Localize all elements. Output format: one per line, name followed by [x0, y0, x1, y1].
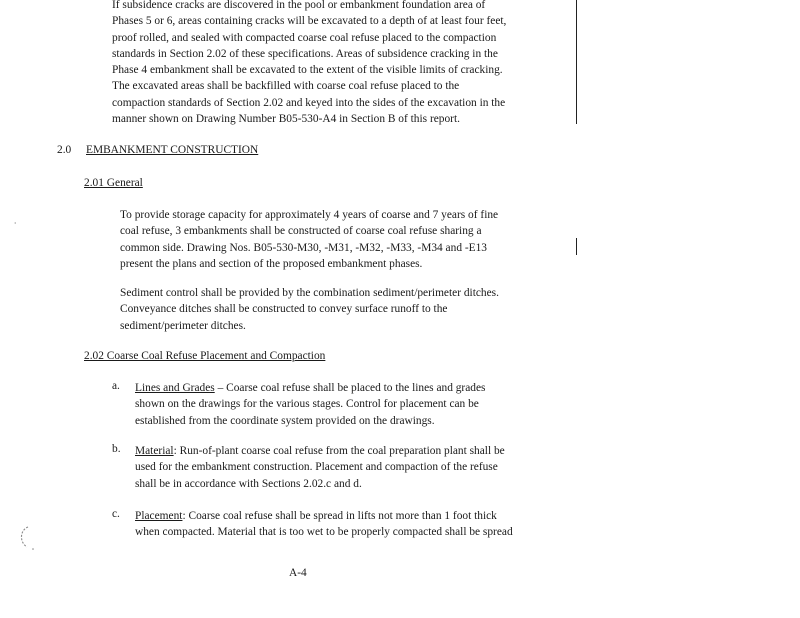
subsection-heading-general: 2.01 General [84, 177, 143, 189]
placement-item [135, 443, 505, 492]
item-letter: b. [112, 443, 121, 455]
item-title: Lines and Grades [135, 382, 215, 394]
revision-bar-middle [576, 238, 577, 255]
text-line: The excavated areas shall be backfilled with coarse coal refuse placed to the [112, 80, 460, 93]
text-line: If subsidence cracks are discovered in the pool or embankment foundation area of [112, 0, 486, 11]
page-number: A-4 [289, 567, 307, 579]
item-first-line [135, 443, 505, 459]
text-line: Sediment control shall be provided by the combination sediment/perimeter ditches. [120, 287, 499, 299]
placement-item [135, 508, 513, 541]
item-first-line [135, 380, 485, 396]
text-line: coal refuse, 3 embankments shall be constructed of coarse coal refuse sharing a [120, 225, 482, 238]
text-line: compaction standards of Section 2.02 and keyed into the sides of the excavation in the [112, 96, 506, 109]
section-title: EMBANKMENT CONSTRUCTION [86, 144, 259, 156]
text-line: used for the embankment construction. Placement and compaction of the refuse [135, 461, 498, 474]
text-line: Phases 5 or 6, areas containing cracks will be excavated to a depth of at least four feet, [112, 15, 507, 28]
text-line: proof rolled, and sealed with compacted coarse coal refuse placed to the compaction [112, 31, 497, 44]
subsection-heading-placement: 2.02 Coarse Coal Refuse Placement and Compaction [84, 350, 326, 362]
scan-artifact-arc [16, 524, 38, 552]
text-line: Phase 4 embankment shall be excavated to the extent of the visible limits of cracking. [112, 64, 503, 77]
general-paragraph-2 [120, 285, 499, 334]
text-line: shown on the drawings for the various stages. Control for placement can be [135, 398, 479, 411]
item-first-text: : Coarse coal refuse shall be spread in lifts not more than 1 foot thick [182, 510, 497, 522]
placement-item [135, 380, 485, 429]
text-line: established from the coordinate system provided on the drawings. [135, 414, 435, 427]
text-line: present the plans and section of the proposed embankment phases. [120, 257, 423, 270]
item-title: Material [135, 445, 174, 457]
item-first-line [135, 508, 513, 524]
item-first-text: – Coarse coal refuse shall be placed to the lines and grades [214, 382, 486, 394]
scan-artifact-mark: ⸳ [14, 218, 17, 228]
text-line: To provide storage capacity for approximately 4 years of coarse and 7 years of fine [120, 209, 499, 221]
item-letter: a. [112, 380, 120, 392]
text-line: shall be in accordance with Sections 2.02.c and d. [135, 477, 362, 490]
text-line: standards in Section 2.02 of these specifications. Areas of subsidence cracking in the [112, 47, 498, 60]
item-letter: c. [112, 508, 120, 520]
text-line: manner shown on Drawing Number B05-530-A4 in Section B of this report. [112, 113, 460, 126]
intro-paragraph [112, 0, 506, 127]
item-first-text: : Run-of-plant coarse coal refuse from the coal preparation plant shall be [173, 445, 505, 457]
text-line: Conveyance ditches shall be constructed to convey surface runoff to the [120, 303, 448, 316]
text-line: common side. Drawing Nos. B05-530-M30, -M31, -M32, -M33, -M34 and -E13 [120, 241, 487, 254]
text-line: sediment/perimeter ditches. [120, 319, 246, 332]
item-title: Placement [135, 510, 183, 522]
revision-bar-top [576, 0, 577, 124]
general-paragraph-1 [120, 207, 498, 272]
text-line: when compacted. Material that is too wet to be properly compacted shall be spread [135, 526, 513, 539]
section-number: 2.0 [57, 144, 72, 156]
